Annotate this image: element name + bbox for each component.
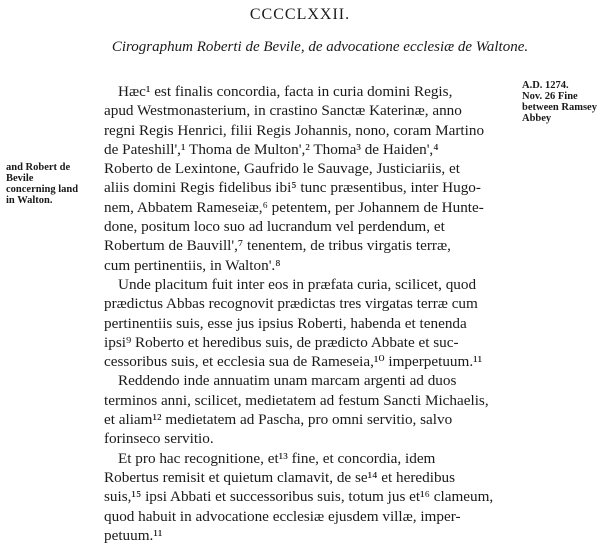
text-line: cum pertinentiis, in Walton'.⁸ <box>104 256 281 274</box>
text-line: Et pro hac recognitione, et¹³ fine, et concordia, idem <box>118 449 436 467</box>
text-line: Robertum de Bauvill',⁷ tenentem, de tribus virgatis terræ, <box>104 237 451 255</box>
text-line: petuum.¹¹ <box>104 526 163 544</box>
text-line: quod habuit in advocatione ecclesiæ ejusdem villæ, imper- <box>104 507 461 525</box>
margin-note-date <box>522 80 598 124</box>
text-line: cessoribus suis, et ecclesia sua de Rameseia,¹⁰ imperpetuum.¹¹ <box>104 353 483 371</box>
margin-note-right-text: Nov. 26 Fine between Ramsey Abbey <box>522 91 597 124</box>
text-line: Unde placitum fuit inter eos in præfata curia, scilicet, quod <box>118 275 477 293</box>
text-line: Robertus remisit et quietum clamavit, de se¹⁴ et heredibus <box>104 468 456 486</box>
charter-body <box>104 82 520 545</box>
text-line: ipsi⁹ Roberto et heredibus suis, de prædicto Abbate et suc- <box>104 333 459 351</box>
charter-number-heading: CCCCLXXII. <box>249 6 351 23</box>
text-line: Reddendo inde annuatim unam marcam argenti ad duos <box>118 372 457 390</box>
text-line: regni Regis Henrici, filii Regis Johannis, nono, coram Martino <box>104 121 485 139</box>
charter-title: Cirographum Roberti de Bevile, de advocatione ecclesiæ de Waltone. <box>111 39 529 55</box>
text-line: done, positum loco suo ad lucrandum vel perdendum, et <box>104 218 445 236</box>
text-line: de Pateshill',¹ Thoma de Multon',² Thoma³ de Haiden',⁴ <box>104 140 439 158</box>
text-line: prædictus Abbas recognovit prædictas tres virgatas terræ cum <box>104 295 478 313</box>
text-line: nem, Abbatem Rameseiæ,⁶ petentem, per Johannem de Hunte- <box>104 198 484 216</box>
text-line: et aliam¹² medietatem ad Pascha, pro omni servitio, salvo <box>104 411 453 429</box>
text-line: suis,¹⁵ ipsi Abbati et successoribus suis, totum jus et¹⁶ clameum, <box>104 488 494 506</box>
text-line: apud Westmonasterium, in crastino Sanctæ Katerinæ, anno <box>104 102 462 120</box>
margin-date: A.D. 1274. <box>522 80 569 91</box>
text-line: aliis domini Regis fidelibus ibi⁵ tunc præsentibus, inter Hugo- <box>104 179 481 197</box>
text-line: terminos anni, scilicet, medietatem ad festum Sancti Michaelis, <box>104 391 489 409</box>
text-line: Roberto de Lexintone, Gaufrido le Sauvage, Justiciariis, et <box>104 160 460 178</box>
text-line: Hæc¹ est finalis concordia, facta in curia domini Regis, <box>118 83 453 100</box>
margin-note-left: and Robert de Bevile concerning land in Walton. <box>6 162 79 206</box>
text-line: forinseco servitio. <box>104 430 214 448</box>
text-line: pertinentiis suis, esse jus ipsius Roberti, habenda et tenenda <box>104 314 467 332</box>
